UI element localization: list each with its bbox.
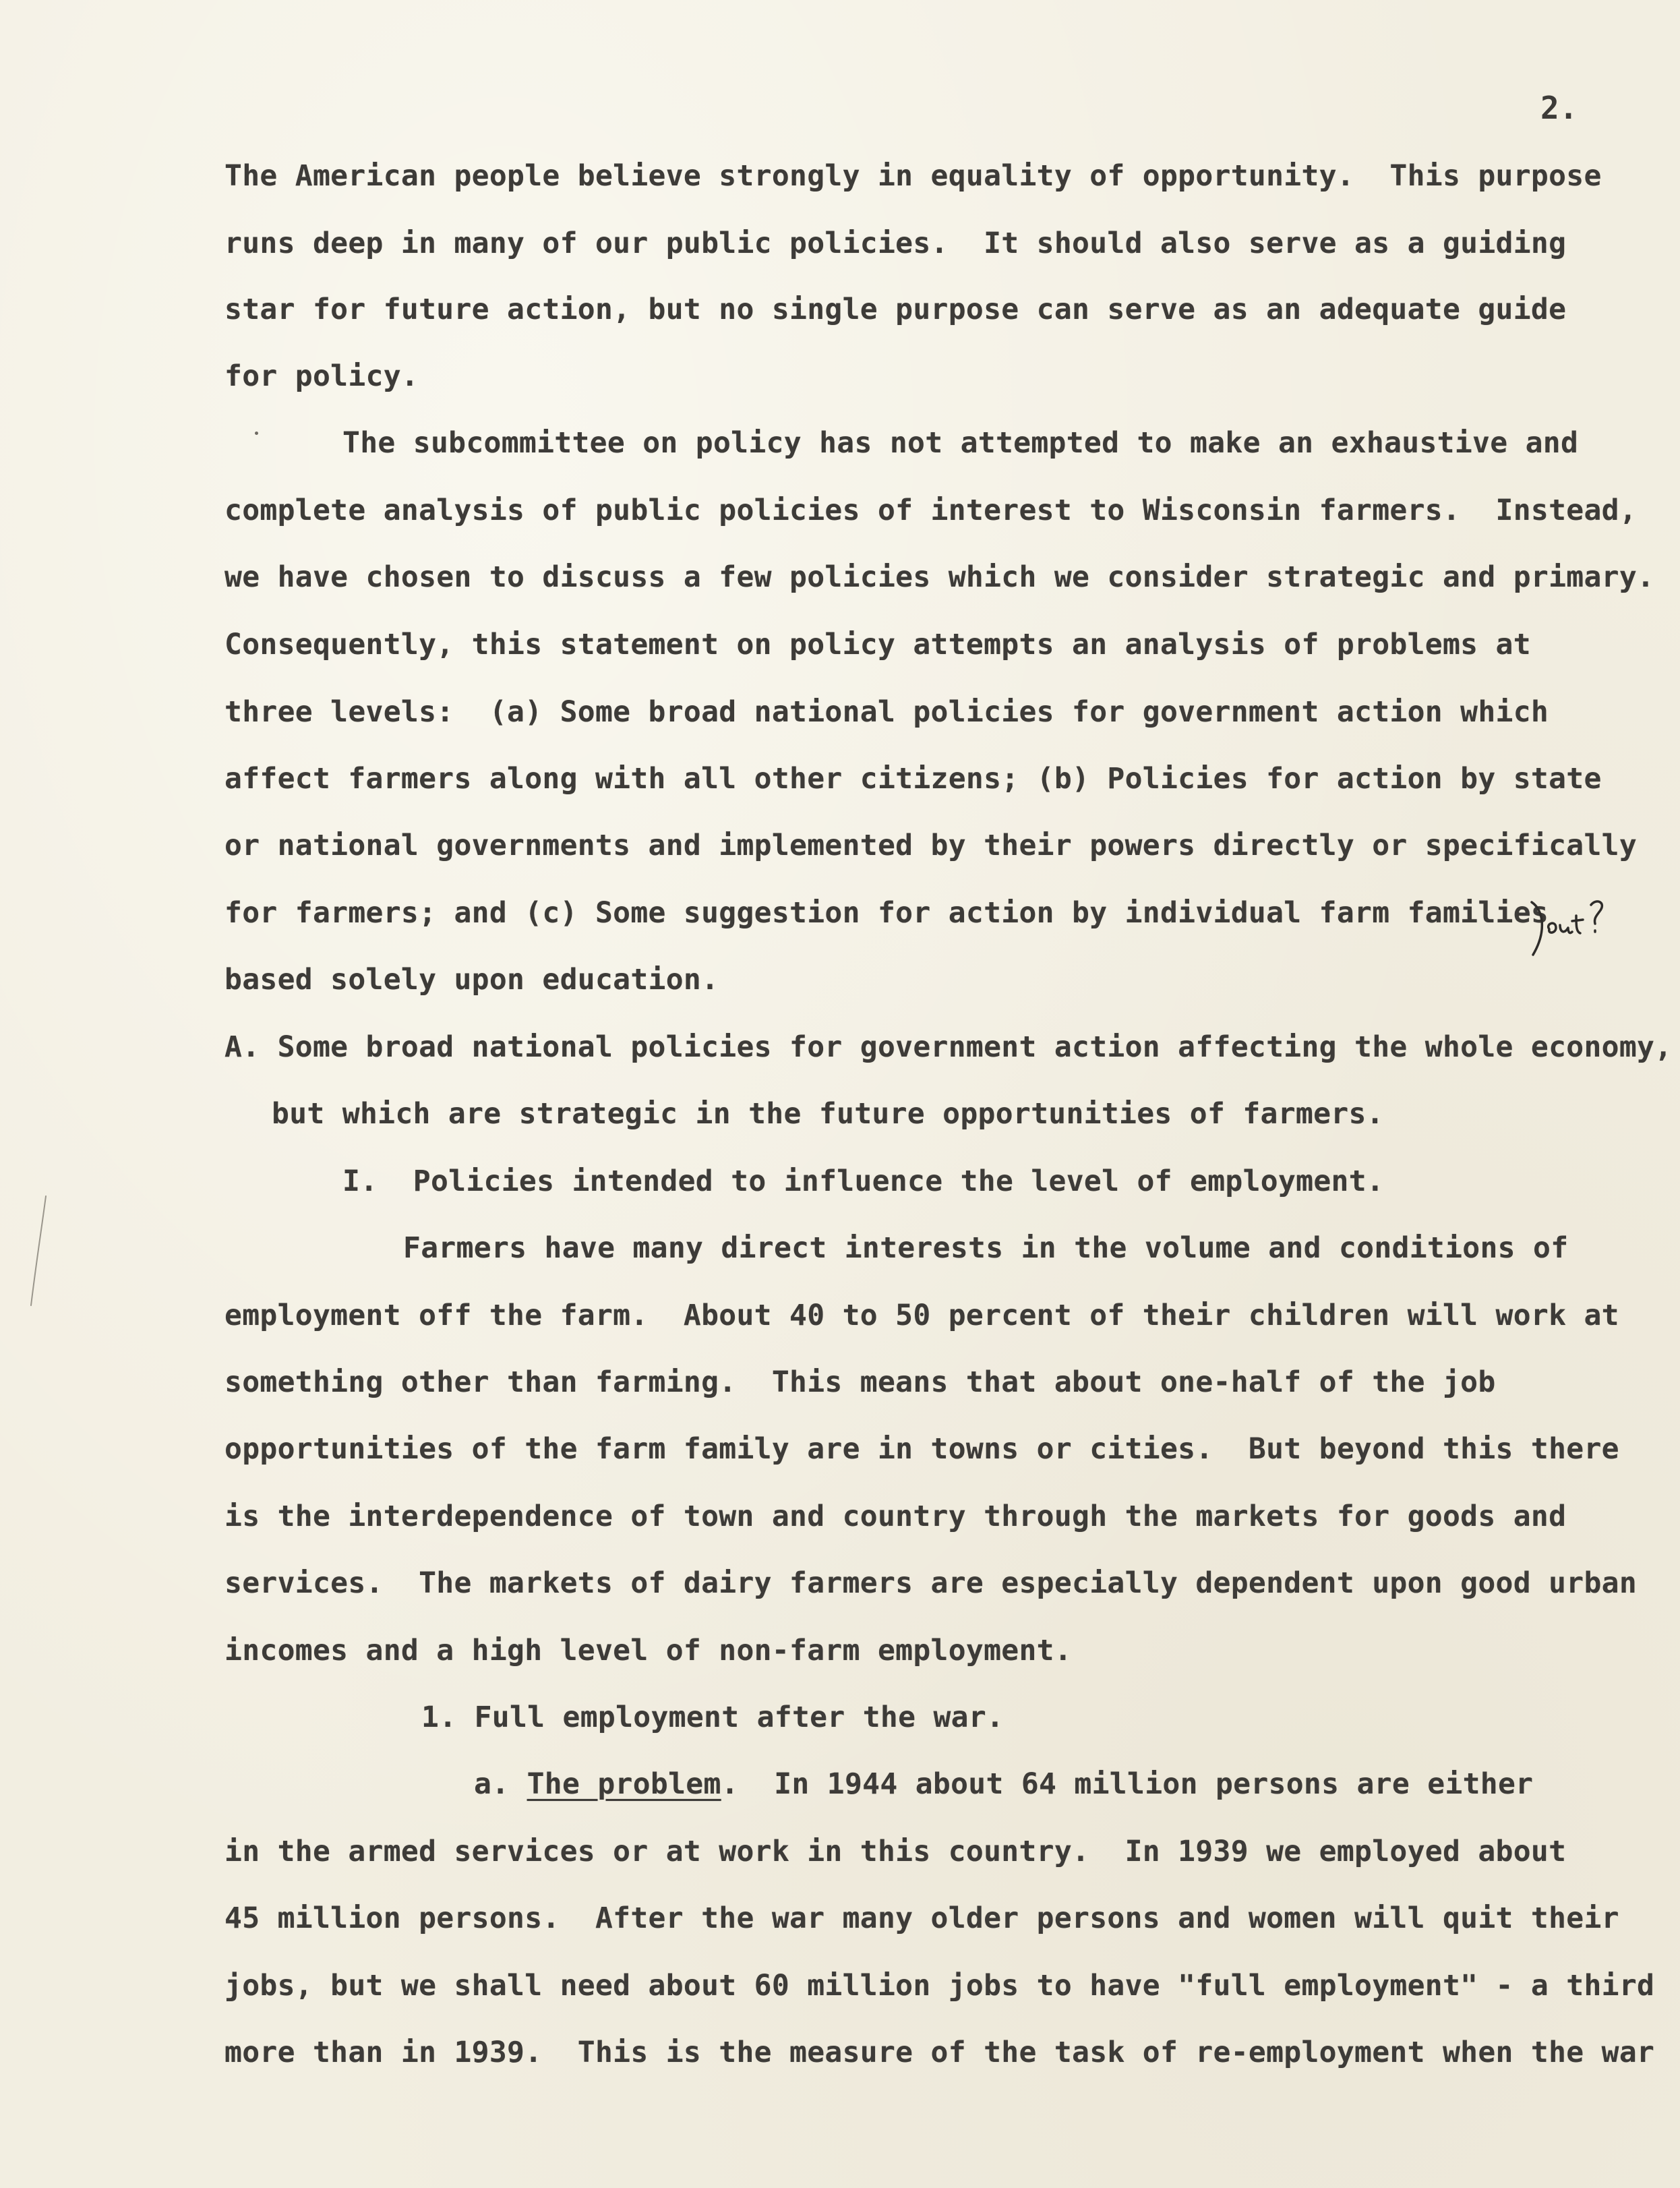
heading-1: 1. Full employment after the war. xyxy=(421,1701,1004,1734)
paragraph-3-line: Farmers have many direct interests in the volume and conditions of xyxy=(403,1231,1569,1265)
handwritten-letter-t xyxy=(1572,916,1583,933)
paragraph-2-line: or national governments and implemented by their powers directly or specifically xyxy=(224,829,1638,862)
paragraph-1-line: star for future action, but no single purpose can serve as an adequate guide xyxy=(224,293,1567,326)
handwritten-note xyxy=(1529,890,1610,964)
paragraph-1-line: runs deep in many of our public policies. It should also serve as a guiding xyxy=(224,227,1567,260)
section-a-line: but which are strategic in the future opportunities of farmers. xyxy=(272,1097,1384,1131)
paragraph-4-line: more than in 1939. This is the measure of the task of re-employment when the war xyxy=(224,2036,1655,2069)
paragraph-3-line: opportunities of the farm family are in towns or cities. But beyond this there xyxy=(224,1432,1619,1466)
paragraph-2-line: The subcommittee on policy has not attempted to make an exhaustive and xyxy=(342,426,1579,460)
paragraph-3-line: employment off the farm. About 40 to 50 percent of their children will work at xyxy=(224,1299,1619,1332)
paragraph-1-line: The American people believe strongly in equality of opportunity. This purpose xyxy=(224,159,1602,193)
handwritten-note-drawing xyxy=(1529,890,1610,964)
heading-i: I. Policies intended to influence the level of employment. xyxy=(342,1164,1385,1198)
handwritten-letter-u xyxy=(1560,925,1572,933)
paragraph-3-line: something other than farming. This means that about one-half of the job xyxy=(224,1365,1496,1399)
paragraph-3-line: incomes and a high level of non-farm employment. xyxy=(224,1634,1073,1667)
paragraph-4-first-rest: . In 1944 about 64 million persons are either xyxy=(721,1767,1534,1801)
margin-pencil-mark-drawing xyxy=(26,1193,53,1308)
paragraph-4-label: a. xyxy=(474,1767,510,1801)
margin-pencil-stroke xyxy=(31,1196,46,1305)
paragraph-2-line: three levels: (a) Some broad national policies for government action which xyxy=(224,695,1549,729)
page-number: 2. xyxy=(1540,90,1578,126)
paragraph-2-line: for farmers; and (c) Some suggestion for action by individual farm families xyxy=(224,896,1549,930)
paragraph-4-first-line xyxy=(474,1767,1533,1801)
handwritten-bracket xyxy=(1532,902,1542,955)
margin-pencil-mark xyxy=(26,1193,53,1308)
paragraph-4-line: jobs, but we shall need about 60 million jobs to have "full employment" - a third xyxy=(224,1969,1655,2003)
paragraph-2-line: Consequently, this statement on policy attempts an analysis of problems at xyxy=(224,628,1531,661)
handwritten-letter-o xyxy=(1549,923,1556,933)
paragraph-2-line: complete analysis of public policies of interest to Wisconsin farmers. Instead, xyxy=(224,494,1638,527)
paragraph-4-title: The problem xyxy=(527,1767,721,1801)
section-a-line: A. Some broad national policies for government action affecting the whole economy, xyxy=(224,1030,1673,1064)
paragraph-3-line: services. The markets of dairy farmers are especially dependent upon good urban xyxy=(224,1566,1638,1600)
paragraph-4-line: 45 million persons. After the war many older persons and women will quit their xyxy=(224,1901,1619,1935)
paragraph-2-line: based solely upon education. xyxy=(224,963,719,997)
paragraph-1-line: for policy. xyxy=(224,359,419,393)
paragraph-2-line: affect farmers along with all other citizens; (b) Policies for action by state xyxy=(224,762,1602,796)
handwritten-question-mark xyxy=(1591,901,1602,932)
paragraph-2-line: we have chosen to discuss a few policies which we consider strategic and primary. xyxy=(224,560,1655,594)
paragraph-3-line: is the interdependence of town and country through the markets for goods and xyxy=(224,1500,1567,1533)
paragraph-4-line: in the armed services or at work in this country. In 1939 we employed about xyxy=(224,1835,1567,1868)
ink-speck xyxy=(255,432,258,435)
